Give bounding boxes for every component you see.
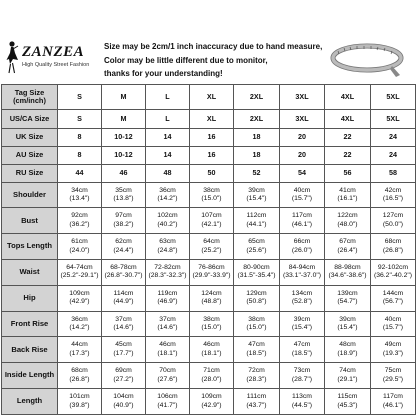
inch-value: (29.9"-33.9") <box>192 272 231 280</box>
inch-value: (44.9") <box>113 298 134 306</box>
table-cell <box>58 285 102 311</box>
table-cell <box>234 234 280 260</box>
inch-value: (31.5"-35.4") <box>237 272 276 280</box>
table-cell <box>58 182 102 208</box>
cm-value: 37cm <box>115 315 132 323</box>
cm-value: 115cm <box>337 393 358 401</box>
inch-value: (33.1"-37.0") <box>282 272 322 280</box>
inch-value: (46.1") <box>382 401 404 409</box>
table-cell <box>371 182 416 208</box>
inch-value: (15.7") <box>382 324 404 332</box>
table-row <box>2 234 416 260</box>
inch-value: (42.9") <box>69 298 90 306</box>
cm-value: 45cm <box>115 341 132 349</box>
table-cell <box>371 389 416 415</box>
table-row <box>2 311 416 337</box>
table-cell <box>234 182 280 208</box>
inch-value: (46.9") <box>157 298 178 306</box>
cm-value: 68-78cm <box>110 263 137 271</box>
inch-value: (14.6") <box>157 324 178 332</box>
table-cell: 4XL <box>325 110 371 128</box>
cm-value: 70cm <box>159 367 176 375</box>
table-cell: 10-12 <box>102 128 146 146</box>
table-cell <box>325 234 371 260</box>
inch-value: (41.7") <box>157 401 178 409</box>
inch-value: (26.8"-30.7") <box>104 272 143 280</box>
cm-value: 67cm <box>339 238 356 246</box>
cm-value: 44cm <box>71 341 88 349</box>
inch-value: (26.0") <box>291 246 313 254</box>
table-cell <box>102 311 146 337</box>
table-cell: 20 <box>280 128 325 146</box>
size-cell: 2XL <box>234 85 280 110</box>
table-cell <box>371 208 416 234</box>
inch-value: (26.4") <box>337 246 358 254</box>
cm-value: 68cm <box>384 238 402 246</box>
table-cell: 52 <box>234 164 280 182</box>
cm-value: 102cm <box>157 212 178 220</box>
inch-value: (38.2") <box>113 220 134 228</box>
table-cell <box>58 389 102 415</box>
inch-value: (26.8") <box>69 375 90 383</box>
table-cell: 22 <box>325 146 371 164</box>
table-cell <box>325 182 371 208</box>
table-cell <box>280 363 325 389</box>
cm-value: 36cm <box>159 186 176 194</box>
inch-value: (25.2"-29.1") <box>60 272 99 280</box>
table-cell: 22 <box>325 128 371 146</box>
inch-value: (18.1") <box>201 349 222 357</box>
inch-value: (14.2") <box>69 324 90 332</box>
table-cell <box>190 260 234 286</box>
table-cell <box>102 337 146 363</box>
inch-value: (40.9") <box>113 401 134 409</box>
inch-value: (14.2") <box>157 195 178 203</box>
cm-value: 69cm <box>115 367 132 375</box>
cm-value: 127cm <box>382 212 404 220</box>
inch-value: (43.7") <box>246 401 267 409</box>
row-label: UK Size <box>2 128 58 146</box>
table-cell <box>102 182 146 208</box>
inch-value: (24.8") <box>157 246 178 254</box>
table-cell: 14 <box>146 128 190 146</box>
inch-value: (29.5") <box>382 375 404 383</box>
brand-logo <box>4 40 108 74</box>
inch-value: (27.2") <box>113 375 134 383</box>
table-cell: 24 <box>371 128 416 146</box>
inch-value: (36.2"-40.2") <box>373 272 413 280</box>
cm-value: 109cm <box>69 289 90 297</box>
cm-value: 139cm <box>337 289 358 297</box>
table-cell <box>146 363 190 389</box>
inch-value: (26.8") <box>382 246 404 254</box>
size-cell: L <box>146 85 190 110</box>
cm-value: 64cm <box>203 238 220 246</box>
inch-value: (14.6") <box>113 324 134 332</box>
table-cell <box>58 337 102 363</box>
cm-value: 111cm <box>246 393 267 401</box>
table-cell <box>190 234 234 260</box>
cm-value: 124cm <box>201 289 222 297</box>
table-cell <box>325 363 371 389</box>
cm-value: 40cm <box>384 315 402 323</box>
brand-name: ZANZEA <box>22 44 85 60</box>
inch-value: (15.0") <box>201 324 222 332</box>
cm-value: 92cm <box>71 212 88 220</box>
size-cell: 4XL <box>325 85 371 110</box>
inch-value: (17.3") <box>69 349 90 357</box>
table-cell <box>102 363 146 389</box>
table-cell <box>325 208 371 234</box>
inch-value: (18.5") <box>291 349 313 357</box>
table-cell <box>371 285 416 311</box>
cm-value: 117cm <box>383 393 403 401</box>
table-cell <box>234 285 280 311</box>
cm-value: 46cm <box>203 341 220 349</box>
table-row <box>2 363 416 389</box>
table-cell <box>280 208 325 234</box>
table-cell: 56 <box>325 164 371 182</box>
table-cell <box>146 208 190 234</box>
table-cell <box>280 182 325 208</box>
table-cell: 10-12 <box>102 146 146 164</box>
inch-value: (50.8") <box>246 298 267 306</box>
row-label: US/CA Size <box>2 110 58 128</box>
inch-value: (15.4") <box>246 195 267 203</box>
table-cell <box>280 311 325 337</box>
cm-value: 65cm <box>248 238 265 246</box>
table-cell <box>146 389 190 415</box>
table-cell <box>190 389 234 415</box>
cm-value: 72-82cm <box>154 263 181 271</box>
cm-value: 129cm <box>246 289 267 297</box>
table-cell <box>190 182 234 208</box>
table-cell: 54 <box>280 164 325 182</box>
inch-value: (39.8") <box>69 401 90 409</box>
inch-value: (28.7") <box>291 375 313 383</box>
table-cell: 48 <box>146 164 190 182</box>
cm-value: 144cm <box>382 289 404 297</box>
table-cell <box>58 311 102 337</box>
table-cell: 20 <box>280 146 325 164</box>
page-header <box>0 0 416 84</box>
header-row <box>2 85 416 110</box>
inch-value: (42.9") <box>201 401 222 409</box>
cm-value: 46cm <box>159 341 176 349</box>
inch-value: (18.1") <box>157 349 178 357</box>
row-label: Front Rise <box>2 311 58 337</box>
table-row <box>2 182 416 208</box>
table-row <box>2 389 416 415</box>
size-cell: M <box>102 85 146 110</box>
table-row <box>2 260 416 286</box>
row-label: Inside Length <box>2 363 58 389</box>
size-cell: 3XL <box>280 85 325 110</box>
cm-value: 38cm <box>248 315 265 323</box>
cm-value: 75cm <box>384 367 402 375</box>
cm-value: 39cm <box>248 186 265 194</box>
table-cell <box>146 260 190 286</box>
table-cell <box>371 260 416 286</box>
cm-value: 42cm <box>384 186 402 194</box>
cm-value: 35cm <box>115 186 132 194</box>
inch-value: (48.0") <box>337 220 358 228</box>
table-cell <box>325 311 371 337</box>
row-label: AU Size <box>2 146 58 164</box>
size-cell: 5XL <box>371 85 416 110</box>
cm-value: 41cm <box>339 186 356 194</box>
table-cell <box>325 337 371 363</box>
row-label: Waist <box>2 260 58 286</box>
table-cell <box>325 389 371 415</box>
cm-value: 122cm <box>337 212 358 220</box>
table-cell: 8 <box>58 146 102 164</box>
cm-value: 47cm <box>293 341 311 349</box>
cm-value: 39cm <box>339 315 356 323</box>
inch-value: (50.0") <box>382 220 404 228</box>
cm-value: 109cm <box>201 393 222 401</box>
table-cell <box>146 285 190 311</box>
inch-value: (56.7") <box>382 298 404 306</box>
cm-value: 119cm <box>157 289 178 297</box>
cm-value: 88-98cm <box>334 263 361 271</box>
cm-value: 68cm <box>71 367 88 375</box>
row-label: Bust <box>2 208 58 234</box>
table-row <box>2 208 416 234</box>
size-cell: XL <box>190 85 234 110</box>
cm-value: 117cm <box>292 212 312 220</box>
table-cell: 8 <box>58 128 102 146</box>
cm-value: 134cm <box>291 289 313 297</box>
inch-value: (25.6") <box>246 246 267 254</box>
table-cell <box>146 311 190 337</box>
row-label: Tops Length <box>2 234 58 260</box>
table-row <box>2 110 416 128</box>
table-cell <box>234 389 280 415</box>
inch-value: (34.6"-38.6") <box>328 272 367 280</box>
table-cell <box>58 208 102 234</box>
cm-value: 47cm <box>248 341 265 349</box>
table-row <box>2 285 416 311</box>
row-label: Length <box>2 389 58 415</box>
table-cell: 14 <box>146 146 190 164</box>
cm-value: 63cm <box>159 238 176 246</box>
table-cell <box>102 208 146 234</box>
table-cell: 5XL <box>371 110 416 128</box>
inch-value: (52.8") <box>291 298 313 306</box>
cm-value: 74cm <box>339 367 356 375</box>
table-cell: L <box>146 110 190 128</box>
cm-value: 76-86cm <box>198 263 225 271</box>
table-cell: 18 <box>234 146 280 164</box>
cm-value: 66cm <box>293 238 311 246</box>
table-cell <box>234 337 280 363</box>
inch-value: (54.7") <box>337 298 358 306</box>
inch-value: (36.2") <box>69 220 90 228</box>
cm-value: 49cm <box>384 341 402 349</box>
size-notice <box>104 40 324 81</box>
cm-value: 34cm <box>71 186 88 194</box>
row-label: Back Rise <box>2 337 58 363</box>
table-cell <box>190 311 234 337</box>
table-cell: S <box>58 110 102 128</box>
cm-value: 38cm <box>203 315 220 323</box>
cm-value: 36cm <box>71 315 88 323</box>
inch-value: (28.0") <box>201 375 222 383</box>
table-cell: 50 <box>190 164 234 182</box>
size-cell: S <box>58 85 102 110</box>
table-cell <box>102 389 146 415</box>
inch-value: (15.4") <box>291 324 313 332</box>
notice-line-1: Size may be 2cm/1 inch inaccuracy due to hand measure, <box>104 42 323 51</box>
cm-value: 97cm <box>115 212 132 220</box>
table-cell <box>190 363 234 389</box>
inch-value: (28.3"-32.3") <box>148 272 187 280</box>
row-label: RU Size <box>2 164 58 182</box>
inch-value: (48.8") <box>201 298 222 306</box>
table-cell: 16 <box>190 128 234 146</box>
cm-value: 61cm <box>71 238 88 246</box>
inch-value: (16.1") <box>337 195 358 203</box>
brand-tagline: High Quality Street Fashion <box>22 62 90 68</box>
table-cell <box>102 260 146 286</box>
table-cell <box>190 337 234 363</box>
cm-value: 92-102cm <box>377 263 409 271</box>
inch-value: (13.8") <box>113 195 134 203</box>
inch-value: (40.2") <box>157 220 178 228</box>
table-cell <box>280 337 325 363</box>
table-row <box>2 164 416 182</box>
cm-value: 39cm <box>293 315 311 323</box>
cm-value: 113cm <box>292 393 312 401</box>
table-row <box>2 128 416 146</box>
table-row <box>2 337 416 363</box>
inch-value: (24.0") <box>69 246 90 254</box>
table-cell <box>146 337 190 363</box>
table-cell: M <box>102 110 146 128</box>
notice-line-2: Color may be little different due to monitor, <box>104 55 268 65</box>
inch-value: (45.3") <box>337 401 358 409</box>
cm-value: 62cm <box>115 238 132 246</box>
table-cell <box>234 363 280 389</box>
inch-value: (17.7") <box>113 349 134 357</box>
cm-value: 48cm <box>339 341 356 349</box>
inch-value: (15.4") <box>337 324 358 332</box>
inch-value: (15.0") <box>246 324 267 332</box>
table-cell <box>325 260 371 286</box>
cm-value: 73cm <box>293 367 311 375</box>
inch-value: (15.7") <box>291 195 313 203</box>
inch-value: (25.2") <box>201 246 222 254</box>
cm-value: 104cm <box>113 393 134 401</box>
table-cell <box>371 311 416 337</box>
cm-value: 38cm <box>203 186 220 194</box>
cm-value: 101cm <box>69 393 90 401</box>
table-cell <box>58 363 102 389</box>
table-cell: 16 <box>190 146 234 164</box>
inch-value: (44.1") <box>246 220 267 228</box>
table-cell <box>234 260 280 286</box>
cm-value: 80-90cm <box>243 263 270 271</box>
inch-value: (19.3") <box>382 349 404 357</box>
row-label: Hip <box>2 285 58 311</box>
table-cell <box>280 260 325 286</box>
notice-line-3: thanks for your understanding! <box>104 69 223 78</box>
inch-value: (27.6") <box>157 375 178 383</box>
inch-value: (28.3") <box>246 375 267 383</box>
table-cell <box>280 285 325 311</box>
cm-value: 72cm <box>248 367 265 375</box>
table-cell <box>325 285 371 311</box>
table-cell: 46 <box>102 164 146 182</box>
cm-value: 71cm <box>203 367 220 375</box>
table-cell <box>371 363 416 389</box>
table-cell <box>280 389 325 415</box>
fashion-figure-icon <box>4 40 20 74</box>
table-cell: 18 <box>234 128 280 146</box>
size-chart-table <box>1 84 416 415</box>
table-cell <box>234 311 280 337</box>
measuring-tape-icon <box>330 42 404 80</box>
row-label: Tag Size (cm/inch) <box>2 85 58 110</box>
table-cell: 3XL <box>280 110 325 128</box>
table-cell: XL <box>190 110 234 128</box>
table-cell <box>190 285 234 311</box>
cm-value: 84-94cm <box>288 263 316 271</box>
table-cell <box>371 337 416 363</box>
table-cell <box>234 208 280 234</box>
inch-value: (42.1") <box>201 220 222 228</box>
table-cell: 2XL <box>234 110 280 128</box>
table-cell <box>102 285 146 311</box>
inch-value: (24.4") <box>113 246 134 254</box>
inch-value: (15.0") <box>201 195 222 203</box>
inch-value: (44.5") <box>291 401 313 409</box>
table-cell: 58 <box>371 164 416 182</box>
inch-value: (46.1") <box>291 220 313 228</box>
table-cell <box>371 234 416 260</box>
table-cell: 44 <box>58 164 102 182</box>
cm-value: 37cm <box>159 315 176 323</box>
inch-value: (13.4") <box>69 195 90 203</box>
table-cell <box>58 260 102 286</box>
table-cell <box>190 208 234 234</box>
table-cell <box>146 182 190 208</box>
cm-value: 107cm <box>201 212 222 220</box>
table-cell <box>280 234 325 260</box>
inch-value: (16.5") <box>382 195 404 203</box>
cm-value: 40cm <box>293 186 311 194</box>
cm-value: 112cm <box>246 212 267 220</box>
table-cell <box>146 234 190 260</box>
table-cell <box>102 234 146 260</box>
inch-value: (18.5") <box>246 349 267 357</box>
table-cell <box>58 234 102 260</box>
inch-value: (29.1") <box>337 375 358 383</box>
inch-value: (18.9") <box>337 349 358 357</box>
cm-value: 114cm <box>113 289 134 297</box>
table-cell: 24 <box>371 146 416 164</box>
row-label: Shoulder <box>2 182 58 208</box>
cm-value: 106cm <box>157 393 178 401</box>
table-row <box>2 146 416 164</box>
cm-value: 64-74cm <box>66 263 93 271</box>
